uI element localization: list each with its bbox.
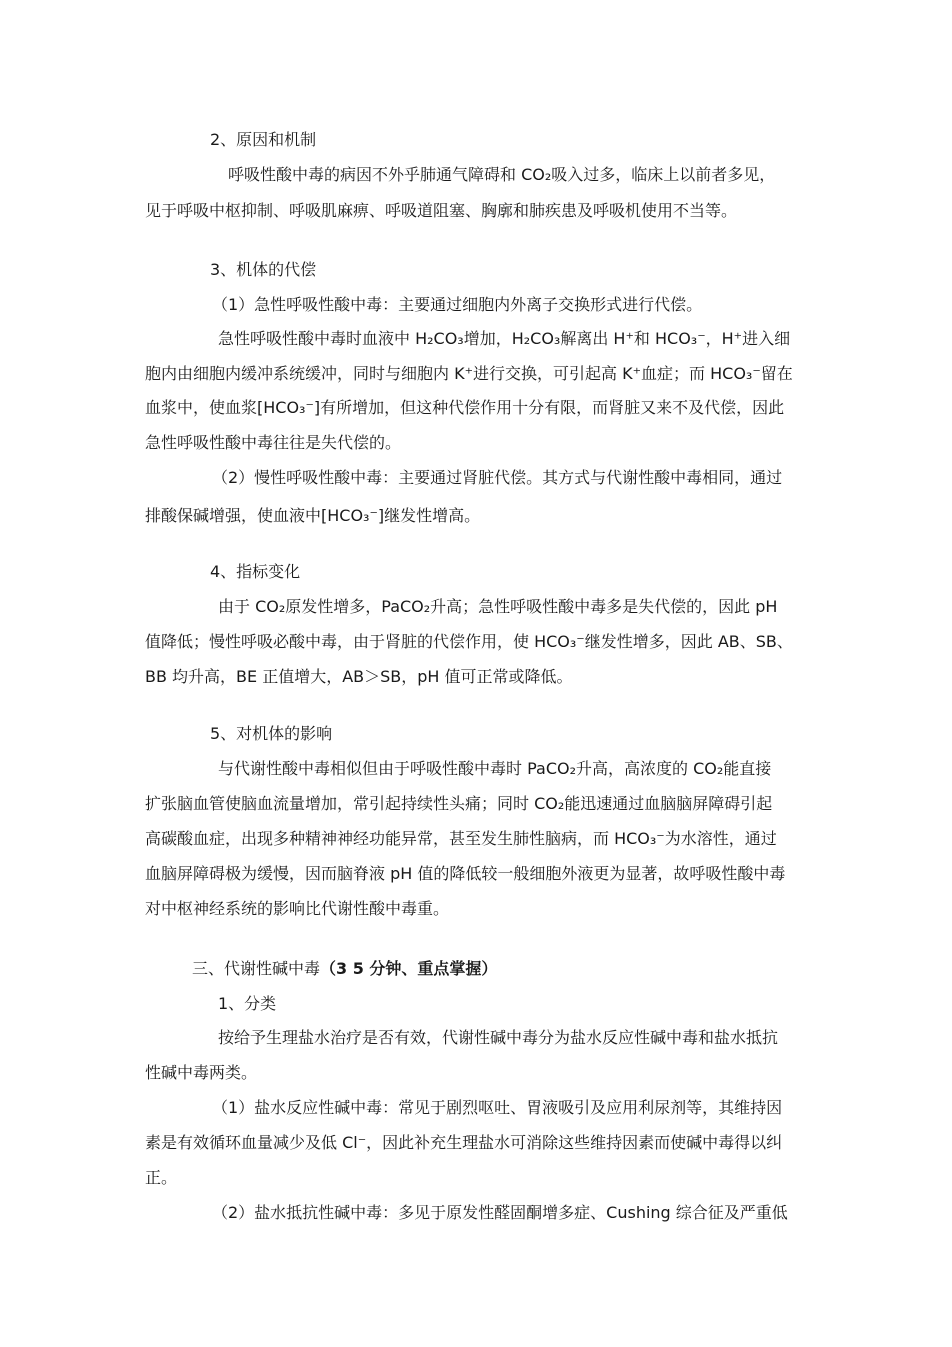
paragraph-line: 高碳酸血症，出现多种精神神经功能异常，甚至发生肺性脑病，而 HCO₃⁻为水溶性，通过	[145, 829, 777, 848]
paragraph-line: （1）急性呼吸性酸中毒：主要通过细胞内外离子交换形式进行代偿。	[212, 295, 703, 314]
chapter-note: （3 5 分钟、重点掌握）	[320, 959, 498, 978]
paragraph-line: 血浆中，使血浆[HCO₃⁻]有所增加，但这种代偿作用十分有限，而肾脏又来不及代偿，因此	[145, 398, 785, 417]
paragraph-line: 急性呼吸性酸中毒时血液中 H₂CO₃增加，H₂CO₃解离出 H⁺和 HCO₃⁻，H⁺进入细	[218, 329, 791, 348]
chapter-title: 三、代谢性碱中毒	[192, 959, 321, 978]
paragraph-line: 扩张脑血管使脑血流量增加，常引起持续性头痛；同时 CO₂能迅速通过血脑脑屏障碍引起	[145, 794, 773, 813]
paragraph-line: 见于呼吸中枢抑制、呼吸肌麻痹、呼吸道阻塞、胸廓和肺疾患及呼吸机使用不当等。	[145, 201, 738, 220]
paragraph-line: 与代谢性酸中毒相似但由于呼吸性酸中毒时 PaCO₂升高，高浓度的 CO₂能直接	[218, 759, 772, 778]
paragraph-line: 性碱中毒两类。	[145, 1063, 258, 1082]
section-heading: 1、分类	[218, 994, 277, 1013]
paragraph-line: （2）慢性呼吸性酸中毒：主要通过肾脏代偿。其方式与代谢性酸中毒相同，通过	[212, 468, 783, 487]
paragraph-line: （2）盐水抵抗性碱中毒：多见于原发性醛固酮增多症、Cushing 综合征及严重低	[212, 1203, 788, 1222]
paragraph-line: 排酸保碱增强，使血液中[HCO₃⁻]继发性增高。	[145, 506, 481, 525]
paragraph-line: 由于 CO₂原发性增多，PaCO₂升高；急性呼吸性酸中毒多是失代偿的，因此 pH	[218, 597, 778, 616]
section-heading: 5、对机体的影响	[210, 724, 333, 743]
paragraph-line: 对中枢神经系统的影响比代谢性酸中毒重。	[145, 899, 450, 918]
section-heading: 2、原因和机制	[210, 130, 317, 149]
paragraph-line: 按给予生理盐水治疗是否有效，代谢性碱中毒分为盐水反应性碱中毒和盐水抵抗	[218, 1028, 779, 1047]
paragraph-line: 呼吸性酸中毒的病因不外乎肺通气障碍和 CO₂吸入过多，临床上以前者多见，	[228, 165, 776, 184]
paragraph-line: 值降低；慢性呼吸必酸中毒，由于肾脏的代偿作用，使 HCO₃⁻继发性增多，因此 AB、SB、	[145, 632, 793, 651]
paragraph-line: 素是有效循环血量减少及低 Cl⁻，因此补充生理盐水可消除这些维持因素而使碱中毒得以纠	[145, 1133, 783, 1152]
paragraph-line: 胞内由细胞内缓冲系统缓冲，同时与细胞内 K⁺进行交换，可引起高 K⁺血症；而 HCO₃⁻留在	[145, 364, 793, 383]
paragraph-line: （1）盐水反应性碱中毒：常见于剧烈呕吐、胃液吸引及应用利尿剂等，其维持因	[212, 1098, 783, 1117]
section-heading: 4、指标变化	[210, 562, 301, 581]
section-heading: 3、机体的代偿	[210, 260, 317, 279]
chapter-heading	[192, 957, 857, 981]
paragraph-line: BB 均升高，BE 正值增大，AB＞SB，pH 值可正常或降低。	[145, 667, 573, 686]
paragraph-line: 血脑屏障碍极为缓慢，因而脑脊液 pH 值的降低较一般细胞外液更为显著，故呼吸性酸中毒	[145, 864, 786, 883]
paragraph-line: 急性呼吸性酸中毒往往是失代偿的。	[145, 433, 402, 452]
paragraph-line: 正。	[145, 1168, 178, 1187]
